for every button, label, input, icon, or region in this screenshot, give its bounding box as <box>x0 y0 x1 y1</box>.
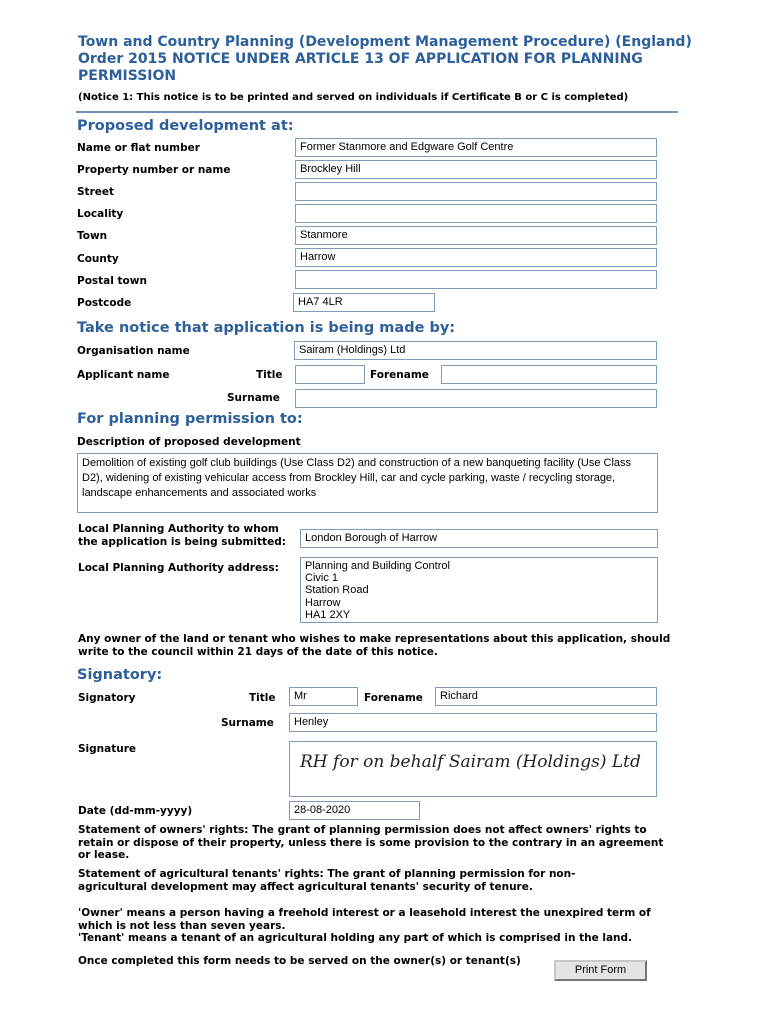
description-field[interactable]: Demolition of existing golf club buildings (Use Class D2) and construction of a new banqueting facility (Use Class D2), widening of existing vehicular access from Brockley Hill, car and cycle parking, waste / recycling storage, landscape enhancements and associated works <box>77 453 658 513</box>
label-applicant-title: Title <box>256 369 283 381</box>
tenant-definition: 'Tenant' means a tenant of an agricultural holding any part of which is comprised in the land. <box>78 932 633 944</box>
signature-box[interactable] <box>289 741 657 797</box>
town-field[interactable]: Stanmore <box>295 226 657 245</box>
signatory-surname-field[interactable]: Henley <box>289 713 657 732</box>
applicant-forename-field[interactable] <box>441 365 657 384</box>
label-date: Date (dd-mm-yyyy) <box>78 805 193 817</box>
county-field[interactable]: Harrow <box>295 248 657 267</box>
postcode-field[interactable]: HA7 4LR <box>293 293 435 312</box>
section-heading-signatory: Signatory: <box>77 667 163 683</box>
label-signatory-title: Title <box>249 692 276 704</box>
label-lpa-address: Local Planning Authority address: <box>78 562 279 574</box>
header-divider <box>76 111 678 113</box>
section-heading-permission: For planning permission to: <box>77 411 303 427</box>
name-field[interactable]: Former Stanmore and Edgware Golf Centre <box>295 138 657 157</box>
agricultural-rights-statement: Statement of agricultural tenants' rights: The grant of planning permission for non-agricultural development may affect agricultural tenants' security of tenure. <box>78 868 576 893</box>
postal-town-field[interactable] <box>295 270 657 289</box>
label-organisation: Organisation name <box>77 345 190 357</box>
applicant-surname-field[interactable] <box>295 389 657 408</box>
label-lpa: Local Planning Authority to whom the application is being submitted: <box>78 523 286 548</box>
organisation-field[interactable]: Sairam (Holdings) Ltd <box>294 341 657 360</box>
street-field[interactable] <box>295 182 657 201</box>
applicant-title-field[interactable] <box>295 365 365 384</box>
signature-text: RH for on behalf Sairam (Holdings) Ltd <box>300 752 641 772</box>
date-field[interactable]: 28-08-2020 <box>289 801 420 820</box>
label-description: Description of proposed development <box>77 436 301 448</box>
label-applicant-surname: Surname <box>227 392 280 404</box>
label-postal-town: Postal town <box>77 275 147 287</box>
lpa-field[interactable]: London Borough of Harrow <box>300 529 658 548</box>
property-field[interactable]: Brockley Hill <box>295 160 657 179</box>
label-postcode: Postcode <box>77 297 132 309</box>
label-locality: Locality <box>77 208 124 220</box>
section-heading-applicant: Take notice that application is being made by: <box>77 320 456 336</box>
label-name: Name or flat number <box>77 142 200 154</box>
representations-text: Any owner of the land or tenant who wishes to make representations about this application, should write to the council within 21 days of the date of this notice. <box>78 633 671 658</box>
print-form-button[interactable]: Print Form <box>554 960 647 981</box>
signatory-title-field[interactable]: Mr <box>289 687 358 706</box>
label-signatory-surname: Surname <box>221 717 274 729</box>
label-applicant-name: Applicant name <box>77 369 170 381</box>
owners-rights-statement: Statement of owners' rights: The grant of planning permission does not affect owners' rights to retain or dispose of their property, unless there is some provision to the contrary in an agreement or lease. <box>78 824 664 861</box>
owner-definition: 'Owner' means a person having a freehold interest or a leasehold interest the unexpired term of which is not less than seven years. <box>78 907 651 932</box>
label-signatory: Signatory <box>78 692 136 704</box>
notice-note: (Notice 1: This notice is to be printed and served on individuals if Certificate B or C is completed) <box>78 92 629 103</box>
label-property: Property number or name <box>77 164 231 176</box>
form-title: Town and Country Planning (Development Management Procedure) (England) Order 2015 NOTICE UNDER ARTICLE 13 OF APPLICATION FOR PLANNING PERMISSION <box>78 34 692 84</box>
label-applicant-forename: Forename <box>370 369 429 381</box>
label-town: Town <box>77 230 108 242</box>
label-signatory-forename: Forename <box>364 692 423 704</box>
label-street: Street <box>77 186 115 198</box>
locality-field[interactable] <box>295 204 657 223</box>
lpa-address-field[interactable]: Planning and Building Control Civic 1 Station Road Harrow HA1 2XY <box>300 557 658 623</box>
label-county: County <box>77 253 119 265</box>
section-heading-proposed: Proposed development at: <box>77 118 294 134</box>
served-note: Once completed this form needs to be served on the owner(s) or tenant(s) <box>78 955 521 967</box>
signatory-forename-field[interactable]: Richard <box>435 687 657 706</box>
label-signature: Signature <box>78 743 137 755</box>
